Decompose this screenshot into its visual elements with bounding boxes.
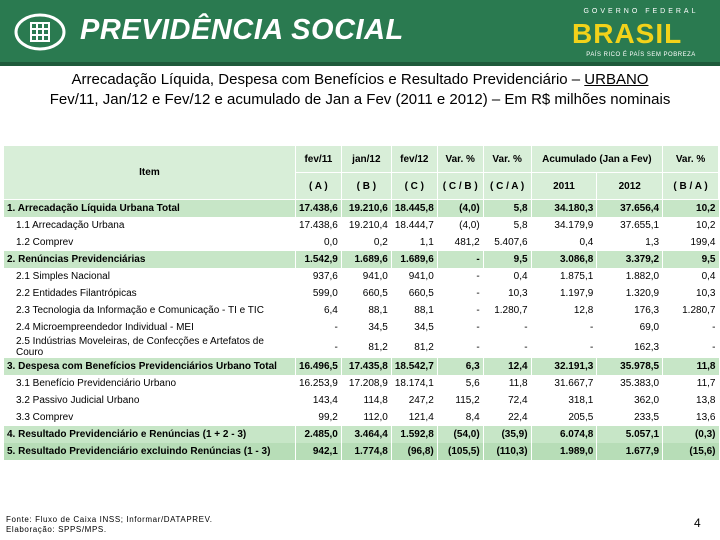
row-value: 6,3 xyxy=(437,358,483,375)
row-value: 1.592,8 xyxy=(391,426,437,443)
row-value: 362,0 xyxy=(597,392,663,409)
row-value: 5.407,6 xyxy=(483,234,531,251)
row-value: - xyxy=(295,319,341,336)
row-value: (4,0) xyxy=(437,217,483,234)
row-value: 12,4 xyxy=(483,358,531,375)
row-value: 6,4 xyxy=(295,302,341,319)
row-value: (35,9) xyxy=(483,426,531,443)
row-value: (105,5) xyxy=(437,443,483,460)
row-value: 1.542,9 xyxy=(295,251,341,268)
table-row xyxy=(4,217,719,234)
row-value: 599,0 xyxy=(295,285,341,302)
data-table xyxy=(3,145,719,460)
row-value: 941,0 xyxy=(341,268,391,285)
row-value: 81,2 xyxy=(341,336,391,358)
header-cell: jan/12 xyxy=(341,146,391,173)
gov-sub-text: PAÍS RICO É PAÍS SEM POBREZA xyxy=(586,52,696,58)
row-value: 1.875,1 xyxy=(531,268,597,285)
row-value: 318,1 xyxy=(531,392,597,409)
row-value: 1.197,9 xyxy=(531,285,597,302)
governo-federal-logo xyxy=(570,8,712,58)
row-value: 1.882,0 xyxy=(597,268,663,285)
row-value: 8,4 xyxy=(437,409,483,426)
header-cell: Acumulado (Jan a Fev) xyxy=(531,146,663,173)
row-label: 2.5 Indústrias Moveleiras, de Confecções e Artefatos de Couro xyxy=(4,336,296,358)
row-value: 1.677,9 xyxy=(597,443,663,460)
row-value: - xyxy=(437,336,483,358)
header-cell: 2011 xyxy=(531,173,597,200)
row-value: 13,6 xyxy=(663,409,719,426)
row-value: 1.689,6 xyxy=(341,251,391,268)
row-value: 17.208,9 xyxy=(341,375,391,392)
row-label: 2.1 Simples Nacional xyxy=(4,268,296,285)
row-value: 942,1 xyxy=(295,443,341,460)
table-row xyxy=(4,358,719,375)
row-value: 162,3 xyxy=(597,336,663,358)
row-value: 37.656,4 xyxy=(597,200,663,218)
row-value: (54,0) xyxy=(437,426,483,443)
table-row xyxy=(4,426,719,443)
row-value: 17.438,6 xyxy=(295,200,341,218)
table-row xyxy=(4,251,719,268)
header-row-top xyxy=(4,146,719,173)
row-value: (0,3) xyxy=(663,426,719,443)
header-cell: Var. % xyxy=(663,146,719,173)
row-value: 1.280,7 xyxy=(483,302,531,319)
row-value: - xyxy=(531,336,597,358)
title-line-1-emph: URBANO xyxy=(584,71,649,88)
row-label: 3. Despesa com Benefícios Previdenciários Urbano Total xyxy=(4,358,296,375)
row-value: 17.438,6 xyxy=(295,217,341,234)
header-cell: fev/11 xyxy=(295,146,341,173)
table-row xyxy=(4,409,719,426)
row-value: 1.774,8 xyxy=(341,443,391,460)
table-row xyxy=(4,285,719,302)
row-value: - xyxy=(437,268,483,285)
row-value: 233,5 xyxy=(597,409,663,426)
row-value: 31.667,7 xyxy=(531,375,597,392)
row-value: 13,8 xyxy=(663,392,719,409)
row-value: 35.978,5 xyxy=(597,358,663,375)
row-value: 1.989,0 xyxy=(531,443,597,460)
row-label: 4. Resultado Previdenciário e Renúncias (1 + 2 - 3) xyxy=(4,426,296,443)
footer-source xyxy=(6,515,213,535)
row-value: 37.655,1 xyxy=(597,217,663,234)
row-label: 3.3 Comprev xyxy=(4,409,296,426)
row-value: 9,5 xyxy=(483,251,531,268)
row-value: 114,8 xyxy=(341,392,391,409)
row-value: 121,4 xyxy=(391,409,437,426)
row-value: 18.445,8 xyxy=(391,200,437,218)
row-value: 10,3 xyxy=(663,285,719,302)
row-value: (110,3) xyxy=(483,443,531,460)
row-value: (15,6) xyxy=(663,443,719,460)
gov-top-text: GOVERNO FEDERAL xyxy=(583,8,699,15)
row-value: 88,1 xyxy=(391,302,437,319)
table-body xyxy=(4,200,719,461)
header-cell: ( C ) xyxy=(391,173,437,200)
row-value: 35.383,0 xyxy=(597,375,663,392)
row-value: 2.485,0 xyxy=(295,426,341,443)
header-cell: ( C / A ) xyxy=(483,173,531,200)
row-value: 205,5 xyxy=(531,409,597,426)
row-value: - xyxy=(531,319,597,336)
row-value: (4,0) xyxy=(437,200,483,218)
row-value: 19.210,4 xyxy=(341,217,391,234)
table-row xyxy=(4,392,719,409)
row-value: 32.191,3 xyxy=(531,358,597,375)
row-label: 2. Renúncias Previdenciárias xyxy=(4,251,296,268)
slide-title xyxy=(0,70,720,110)
row-value: 34.180,3 xyxy=(531,200,597,218)
row-value: 115,2 xyxy=(437,392,483,409)
row-value: - xyxy=(437,285,483,302)
row-value: 16.496,5 xyxy=(295,358,341,375)
table-row xyxy=(4,336,719,358)
row-value: 1.689,6 xyxy=(391,251,437,268)
row-label: 3.2 Passivo Judicial Urbano xyxy=(4,392,296,409)
row-value: 88,1 xyxy=(341,302,391,319)
row-value: 11,8 xyxy=(663,358,719,375)
title-line-1 xyxy=(0,70,720,90)
header-cell: ( A ) xyxy=(295,173,341,200)
row-value: 660,5 xyxy=(391,285,437,302)
row-value: - xyxy=(663,319,719,336)
row-value: - xyxy=(437,302,483,319)
page-header xyxy=(0,0,720,66)
row-value: - xyxy=(437,251,483,268)
row-value: 5,6 xyxy=(437,375,483,392)
row-value: - xyxy=(437,319,483,336)
row-value: 941,0 xyxy=(391,268,437,285)
header-cell: fev/12 xyxy=(391,146,437,173)
row-value: 10,2 xyxy=(663,217,719,234)
row-value: 176,3 xyxy=(597,302,663,319)
footer-source-line: Fonte: Fluxo de Caixa INSS; Informar/DATAPREV. xyxy=(6,515,213,524)
row-value: 481,2 xyxy=(437,234,483,251)
row-value: 1,1 xyxy=(391,234,437,251)
row-value: 112,0 xyxy=(341,409,391,426)
header-stripe xyxy=(0,62,720,66)
row-value: - xyxy=(483,336,531,358)
row-value: 5.057,1 xyxy=(597,426,663,443)
row-value: 18.174,1 xyxy=(391,375,437,392)
table-row xyxy=(4,319,719,336)
row-value: 0,4 xyxy=(483,268,531,285)
row-value: 3.379,2 xyxy=(597,251,663,268)
row-label: 3.1 Benefício Previdenciário Urbano xyxy=(4,375,296,392)
row-value: 81,2 xyxy=(391,336,437,358)
row-value: 1.280,7 xyxy=(663,302,719,319)
footer-elab-line: Elaboração: SPPS/MPS. xyxy=(6,525,107,534)
row-value: 18.444,7 xyxy=(391,217,437,234)
row-value: 22,4 xyxy=(483,409,531,426)
row-label: 2.2 Entidades Filantrópicas xyxy=(4,285,296,302)
row-value: 34.179,9 xyxy=(531,217,597,234)
row-label: 2.4 Microempreendedor Individual - MEI xyxy=(4,319,296,336)
header-cell: 2012 xyxy=(597,173,663,200)
row-label: 5. Resultado Previdenciário excluindo Renúncias (1 - 3) xyxy=(4,443,296,460)
header-cell: ( B / A ) xyxy=(663,173,719,200)
row-value: 0,0 xyxy=(295,234,341,251)
header-item: Item xyxy=(4,146,296,200)
row-value: 660,5 xyxy=(341,285,391,302)
row-value: 10,2 xyxy=(663,200,719,218)
title-line-1-prefix: Arrecadação Líquida, Despesa com Benefícios e Resultado Previdenciário – xyxy=(71,71,585,88)
table-row xyxy=(4,443,719,460)
brand-title: PREVIDÊNCIA SOCIAL xyxy=(80,14,404,46)
table-row xyxy=(4,200,719,218)
row-label: 1.1 Arrecadação Urbana xyxy=(4,217,296,234)
row-value: 34,5 xyxy=(391,319,437,336)
row-value: 12,8 xyxy=(531,302,597,319)
row-label: 1.2 Comprev xyxy=(4,234,296,251)
row-value: 5,8 xyxy=(483,217,531,234)
row-value: 34,5 xyxy=(341,319,391,336)
row-value: 19.210,6 xyxy=(341,200,391,218)
row-value: 16.253,9 xyxy=(295,375,341,392)
title-line-2: Fev/11, Jan/12 e Fev/12 e acumulado de Jan a Fev (2011 e 2012) – Em R$ milhões nominais xyxy=(49,91,671,108)
table-row xyxy=(4,268,719,285)
table-row xyxy=(4,375,719,392)
row-value: - xyxy=(663,336,719,358)
row-value: - xyxy=(295,336,341,358)
row-value: 937,6 xyxy=(295,268,341,285)
row-value: 9,5 xyxy=(663,251,719,268)
row-value: 247,2 xyxy=(391,392,437,409)
row-value: 11,7 xyxy=(663,375,719,392)
row-value: 1,3 xyxy=(597,234,663,251)
header-cell: ( C / B ) xyxy=(437,173,483,200)
previdencia-logo-icon xyxy=(14,12,66,52)
row-value: 99,2 xyxy=(295,409,341,426)
row-value: 0,4 xyxy=(531,234,597,251)
row-value: 18.542,7 xyxy=(391,358,437,375)
header-cell: Var. % xyxy=(483,146,531,173)
header-cell: ( B ) xyxy=(341,173,391,200)
row-value: 17.435,8 xyxy=(341,358,391,375)
row-value: 0,4 xyxy=(663,268,719,285)
row-value: 72,4 xyxy=(483,392,531,409)
row-value: 3.464,4 xyxy=(341,426,391,443)
row-value: 11,8 xyxy=(483,375,531,392)
table-row xyxy=(4,302,719,319)
row-value: - xyxy=(483,319,531,336)
row-value: 143,4 xyxy=(295,392,341,409)
row-label: 2.3 Tecnologia da Informação e Comunicação - TI e TIC xyxy=(4,302,296,319)
row-value: 199,4 xyxy=(663,234,719,251)
row-value: 1.320,9 xyxy=(597,285,663,302)
row-value: 5,8 xyxy=(483,200,531,218)
gov-main-text: BRASIL xyxy=(572,18,683,49)
row-value: (96,8) xyxy=(391,443,437,460)
row-value: 3.086,8 xyxy=(531,251,597,268)
row-value: 6.074,8 xyxy=(531,426,597,443)
header-cell: Var. % xyxy=(437,146,483,173)
row-value: 0,2 xyxy=(341,234,391,251)
table-row xyxy=(4,234,719,251)
row-value: 10,3 xyxy=(483,285,531,302)
row-label: 1. Arrecadação Líquida Urbana Total xyxy=(4,200,296,218)
page-number: 4 xyxy=(694,516,701,530)
row-value: 69,0 xyxy=(597,319,663,336)
